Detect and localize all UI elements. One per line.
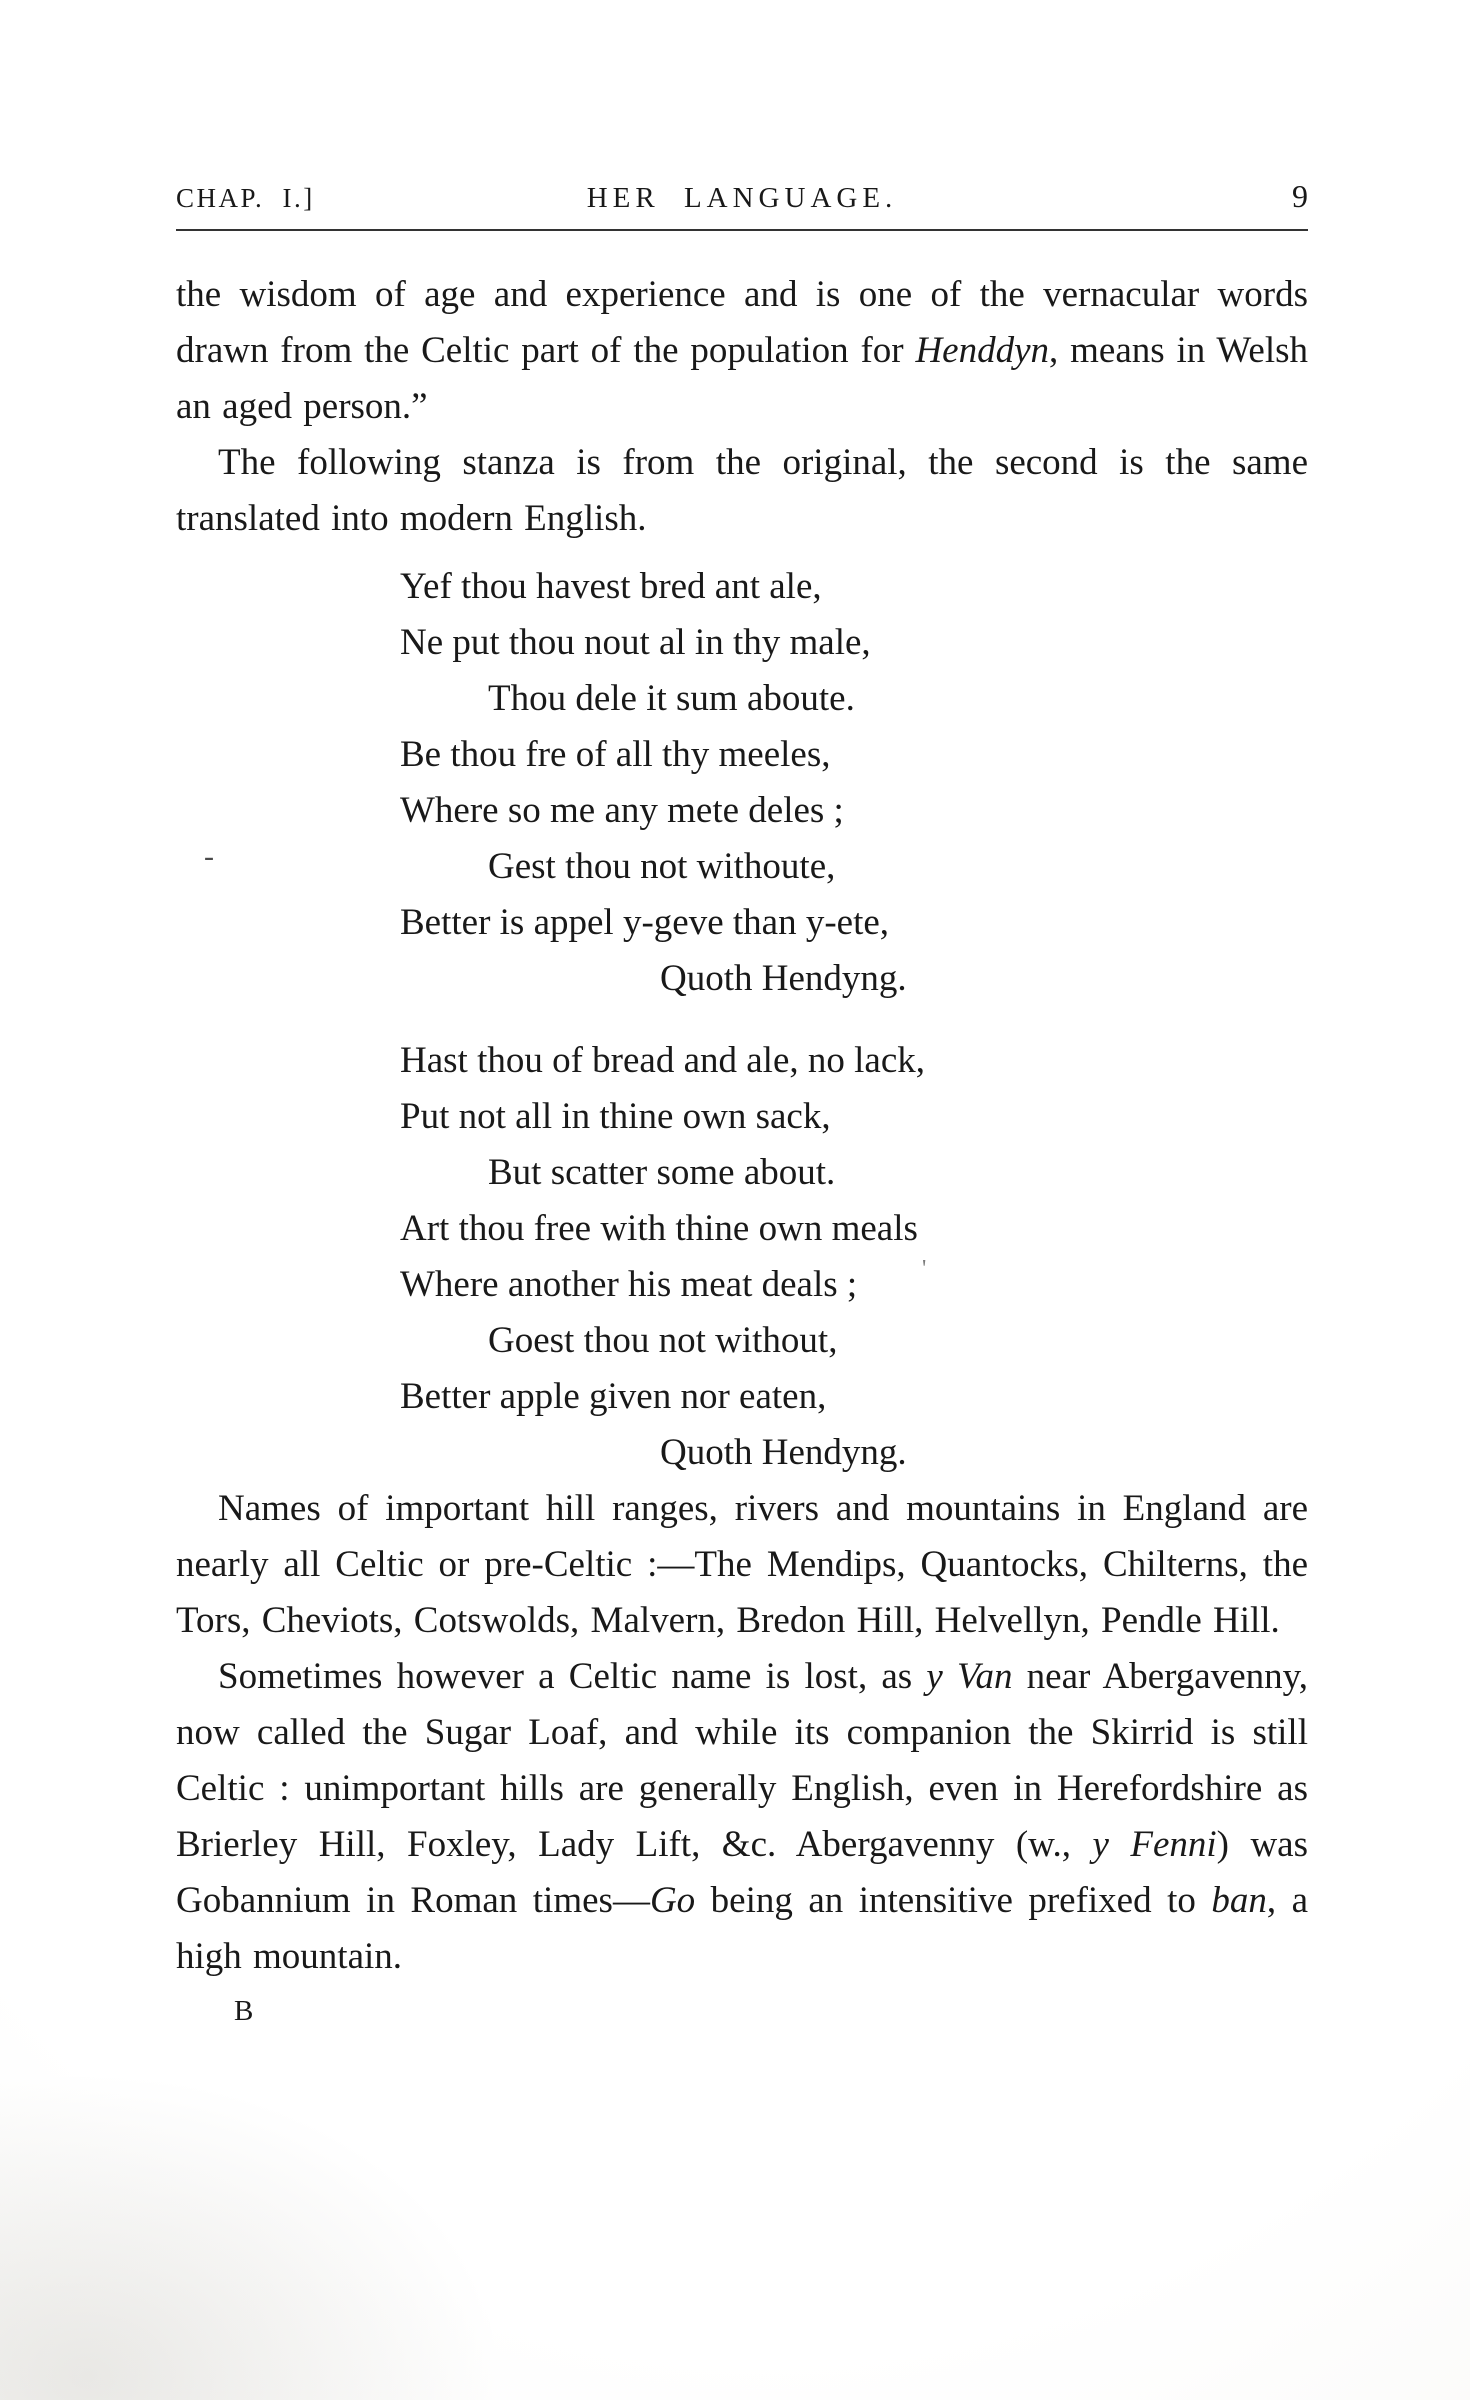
- paragraph-vernacular: [176, 267, 1308, 435]
- page-body: [176, 267, 1308, 2029]
- paragraph-celtic-names: [176, 1649, 1308, 1985]
- running-title: HER LANGUAGE.: [586, 182, 898, 214]
- verse-line: Hast thou of bread and ale, no lack,: [400, 1040, 926, 1081]
- verse-line: Art thou free with thine own meals: [400, 1208, 918, 1249]
- verse-line: Thou dele it sum aboute.: [488, 678, 855, 719]
- stanza-original: [400, 559, 1308, 1007]
- page-number: 9: [1292, 178, 1308, 214]
- page-header: [176, 178, 1308, 215]
- paragraph-hill-names: [176, 1481, 1308, 1649]
- italic-text-segment: y Van: [926, 1656, 1013, 1697]
- verse-line: Be thou fre of all thy meeles,: [400, 734, 831, 775]
- printer-signature: B: [234, 1995, 254, 2027]
- text-segment: ) was Gobannium in Roman times—: [176, 1824, 1308, 1921]
- text-segment: the wisdom of age and experience and is one of the vernacular words drawn from the Celtic part of the population for: [176, 274, 1308, 371]
- verse-line: Where so me any mete deles ;: [400, 790, 844, 831]
- text-segment: The following stanza is from the original, the second is the same translated into modern English.: [176, 442, 1308, 539]
- book-page: [176, 178, 1308, 2029]
- italic-text-segment: y Fenni: [1092, 1824, 1217, 1865]
- verse-line: Ne put thou nout al in thy male,: [400, 622, 871, 663]
- text-segment: , a high mountain.: [176, 1880, 1308, 1977]
- text-segment: near Abergavenny, now called the Sugar Loaf, and while its companion the Skirrid is still Celtic : unimportant hills are generally English, even in Herefordshire as Brierley Hill, Foxley, Lady Lift, &c. Abergavenny (w.,: [176, 1656, 1308, 1865]
- verse-line: Goest thou not without,: [488, 1320, 838, 1361]
- verse-line: Better is appel y-geve than y-ete,: [400, 902, 890, 943]
- scan-artifact-dash: -: [204, 840, 214, 873]
- text-segment: Sometimes however a Celtic name is lost, as: [218, 1656, 927, 1697]
- text-segment: Names of important hill ranges, rivers and mountains in England are nearly all Celtic or pre-Celtic :—The Mendips, Quantocks, Chilterns, the Tors, Cheviots, Cotswolds, Malvern, Bredon Hill, Helvellyn, Pendle Hill.: [176, 1488, 1308, 1641]
- paragraph-stanza-intro: [176, 435, 1308, 547]
- verse-line: But scatter some about.: [488, 1152, 836, 1193]
- text-segment: being an intensitive prefixed to: [695, 1880, 1212, 1921]
- verse-line: Gest thou not withoute,: [488, 846, 836, 887]
- verse-line: Quoth Hendyng.: [660, 958, 907, 999]
- header-rule: [176, 229, 1308, 231]
- scan-artifact-apostrophe: ': [922, 1256, 927, 1282]
- italic-text-segment: Henddyn: [915, 330, 1050, 371]
- text-segment: , means in Welsh an aged person.”: [176, 330, 1308, 427]
- verse-line: Better apple given nor eaten,: [400, 1376, 827, 1417]
- verse-line: Yef thou havest bred ant ale,: [400, 566, 822, 607]
- verse-line: Quoth Hendyng.: [660, 1432, 907, 1473]
- verse-line: Where another his meat deals ;: [400, 1264, 858, 1305]
- italic-text-segment: Go: [649, 1880, 696, 1921]
- verse-line: Put not all in thine own sack,: [400, 1096, 831, 1137]
- stanza-modern: [400, 1033, 1308, 1481]
- italic-text-segment: ban: [1211, 1880, 1267, 1921]
- chapter-label: CHAP. I.]: [176, 183, 315, 213]
